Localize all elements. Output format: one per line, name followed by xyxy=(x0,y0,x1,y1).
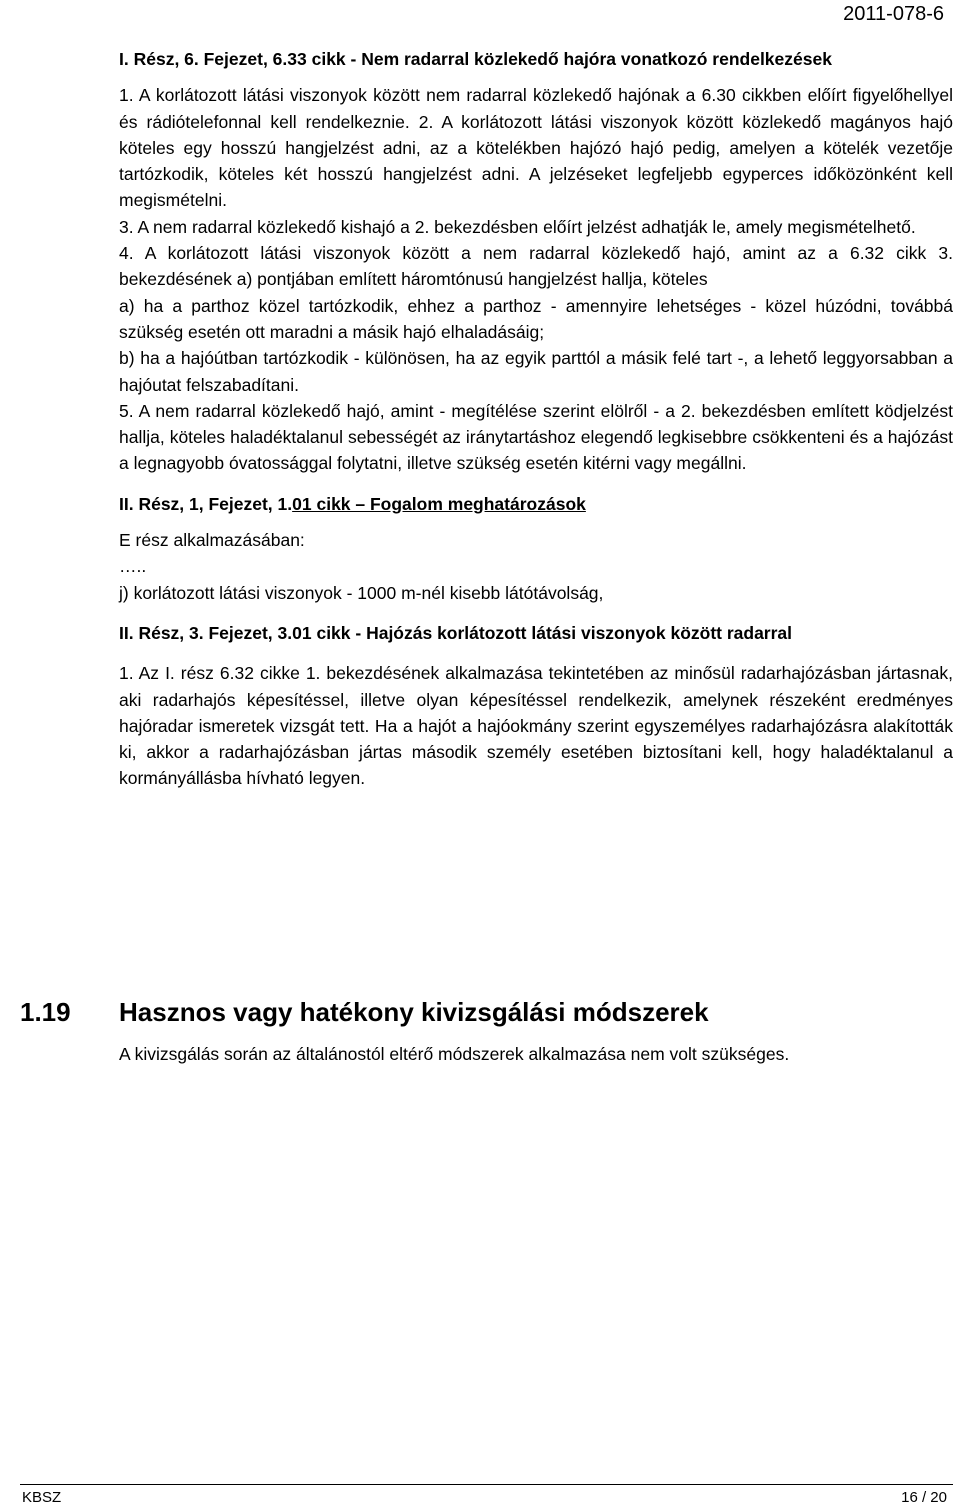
footer-divider xyxy=(20,1484,953,1485)
document-body xyxy=(119,46,953,792)
section-title: Hasznos vagy hatékony kivizsgálási módszerek xyxy=(119,997,709,1027)
part2-title xyxy=(119,491,953,517)
part1-item-4b: b) ha a hajóútban tartózkodik - különösen, ha az egyik parttól a másik felé tart -, a lehető leggyorsabban a hajóutat felszabadítani. xyxy=(119,348,953,395)
part3-title: II. Rész, 3. Fejezet, 3.01 cikk - Hajózás korlátozott látási viszonyok között radarral xyxy=(119,622,793,643)
part2-intro: E rész alkalmazásában: xyxy=(119,530,305,551)
part2-title-underlined: 01 cikk – Fogalom meghatározások xyxy=(292,493,586,514)
part1-title: I. Rész, 6. Fejezet, 6.33 cikk - Nem radarral közlekedő hajóra vonatkozó rendelkezések xyxy=(119,49,832,69)
part1-item-3: 3. A nem radarral közlekedő kishajó a 2. bekezdésben előírt jelzést adhatják le, amely megismételhető. xyxy=(119,216,916,237)
document-code: 2011-078-6 xyxy=(843,3,944,25)
part2-item-j: j) korlátozott látási viszonyok - 1000 m-nél kisebb látótávolság, xyxy=(119,582,604,603)
footer-page-number: 16 / 20 xyxy=(901,1489,947,1506)
part3-body: 1. Az I. rész 6.32 cikke 1. bekezdésének alkalmazása tekintetében az minősül radarhajózásban jártasnak, aki radarhajós képesítéssel, illetve olyan képesítéssel rendelkezik, amelynek részeként eredményes hajóradar ismeretek vizsgát tett. Ha a hajót a hajóokmány szerint egyszemélyes radarhajózásra alakították ki, akkor a radarhajózásban jártas második személy esetében biztosítani kell, hogy haladéktalanul a kormányállásba hívható legyen. xyxy=(119,663,953,789)
section-heading xyxy=(20,995,953,1029)
part2-title-prefix: II. Rész, 1, Fejezet, 1. xyxy=(119,493,293,514)
section-number: 1.19 xyxy=(20,997,71,1027)
section-1-19 xyxy=(20,995,953,1067)
footer-org: KBSZ xyxy=(22,1489,62,1506)
part1-item-4a: a) ha a parthoz közel tartózkodik, ehhez a parthoz - amennyire lehetséges - közel húzódni, továbbá szükség esetén ott maradni a másik hajó elhaladásáig; xyxy=(119,295,953,342)
section-body: A kivizsgálás során az általánostól eltérő módszerek alkalmazása nem volt szükséges. xyxy=(119,1044,790,1064)
part1-item-5: 5. A nem radarral közlekedő hajó, amint - megítélése szerint elölről - a 2. bekezdésben említett ködjelzést hallja, köteles haladéktalanul sebességét az iránytartáshoz elegendő legkisebbre csökkenteni és a hajózást a legnagyobb óvatossággal folytatni, illetve szükség esetén kitérni vagy megállni. xyxy=(119,400,953,474)
part1-item-4: 4. A korlátozott látási viszonyok között a nem radarral közlekedő hajó, amint az a 6.32 cikk 3. bekezdésének a) pontjában említett háromtónusú hangjelzést hallja, köteles xyxy=(119,243,953,290)
part1-body: 1. A korlátozott látási viszonyok között nem radarral közlekedő hajónak a 6.30 cikkben előírt figyelőhellyel és rádiótelefonnal kell rendelkeznie. 2. A korlátozott látási viszonyok között közlekedő magányos hajó köteles egy hosszú hangjelzést adni, az a kötelékben hajózó hajó pedig, amelyen a kötelék vezetője tartózkodik, köteles két hosszú hangjelzést adni. A jelzéseket legfeljebb egyperces időközönként kell megismételni. xyxy=(119,85,953,211)
part2-ellipsis: ….. xyxy=(119,556,147,577)
